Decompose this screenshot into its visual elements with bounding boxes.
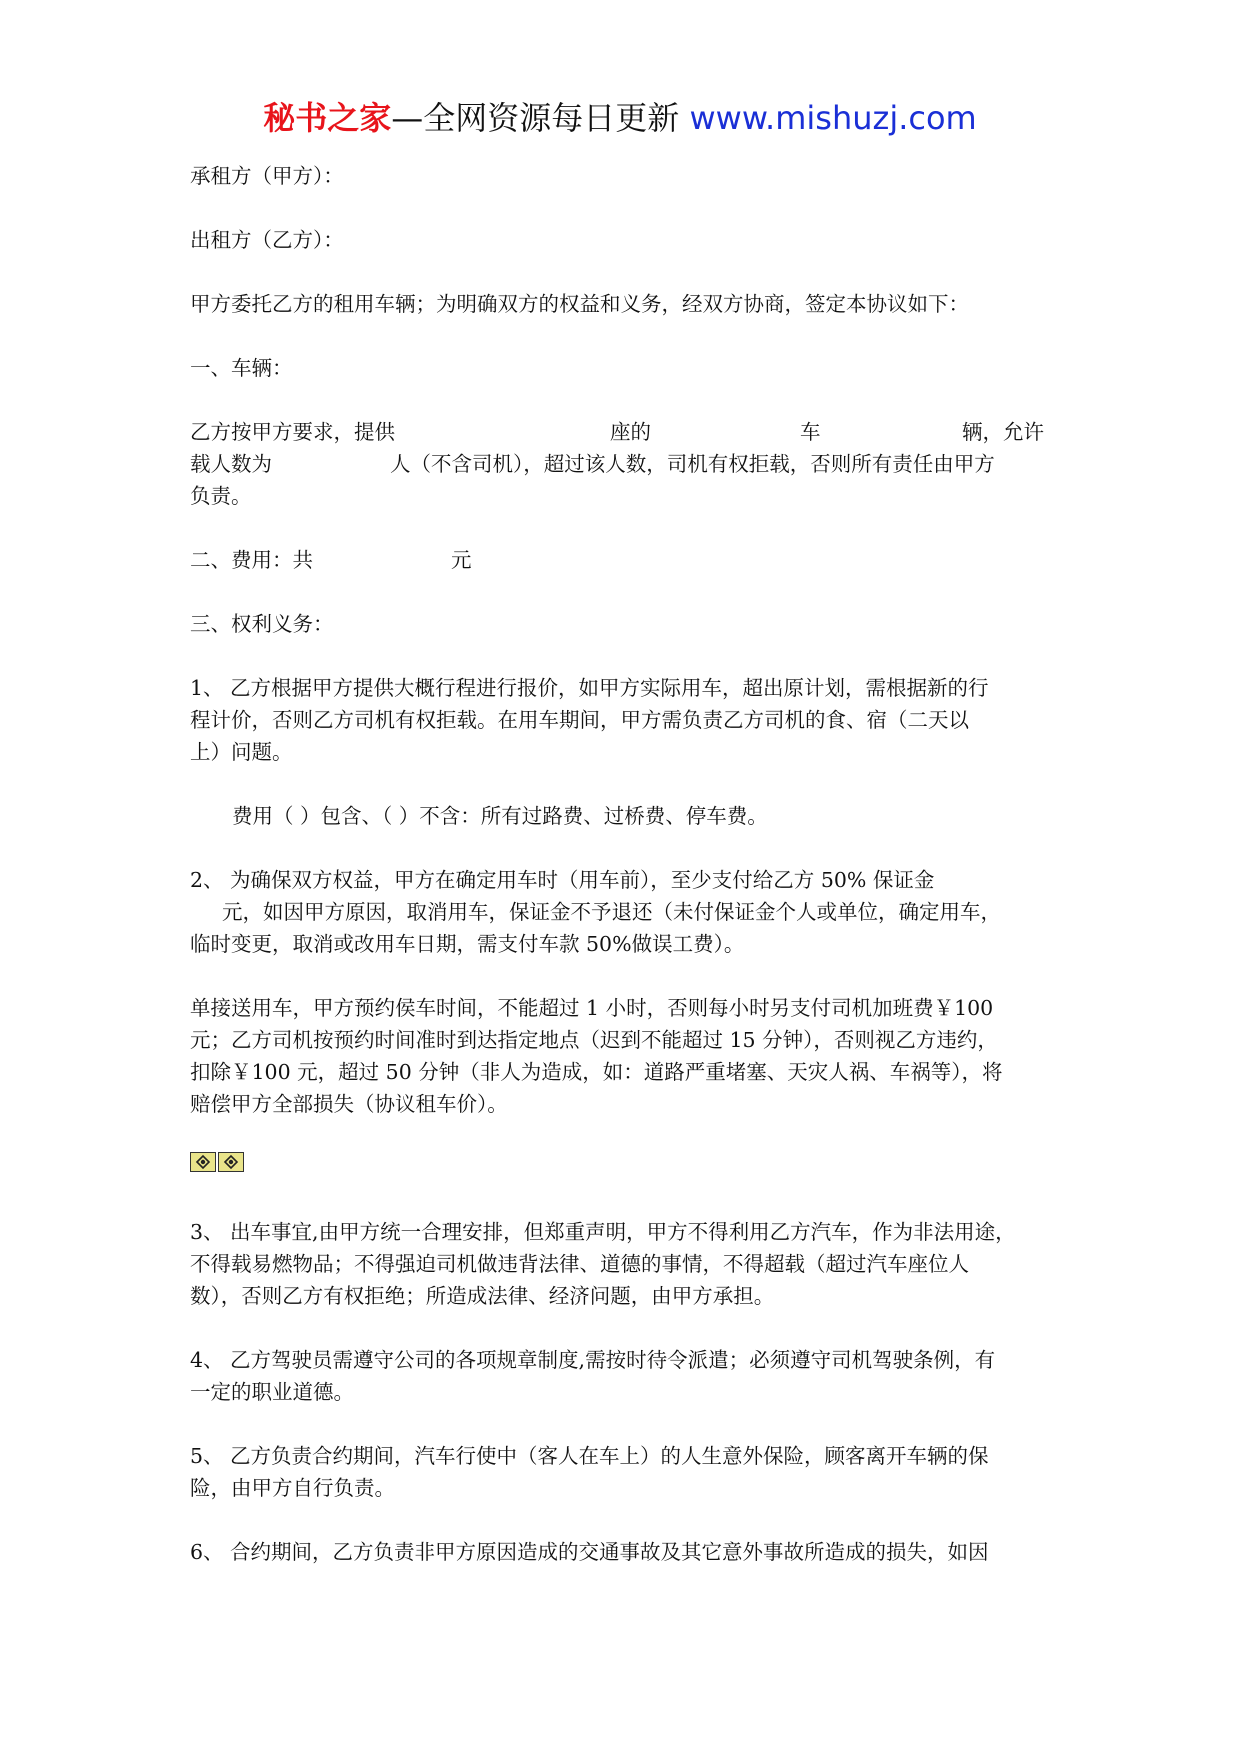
- section1-line3: 负责。: [190, 484, 252, 508]
- item4-line1: 4、 乙方驾驶员需遵守公司的各项规章制度,需按时待令派遣；必须遵守司机驾驶条例，有: [190, 1348, 996, 1372]
- contract-body: [190, 160, 1060, 1568]
- section1-text-b: 座的: [610, 420, 651, 444]
- link-icon: [190, 1152, 216, 1172]
- brand-name: 秘书之家: [263, 99, 392, 137]
- lessee-line: 承租方（甲方）：: [190, 164, 344, 188]
- section2-text-b: 元: [451, 548, 472, 572]
- section2-line: [190, 544, 1060, 576]
- intro-paragraph: 甲方委托乙方的租用车辆；为明确双方的权益和义务，经双方协商，签定本协议如下：: [190, 292, 969, 316]
- pickup-line1: 单接送用车，甲方预约侯车时间，不能超过 1 小时，否则每小时另支付司机加班费￥100: [190, 996, 994, 1020]
- section1-text-d: 辆，允许: [962, 420, 1044, 444]
- item5-line1: 5、 乙方负责合约期间，汽车行使中（客人在车上）的人生意外保险，顾客离开车辆的保: [190, 1444, 989, 1468]
- item2-line3: 临时变更，取消或改用车日期，需支付车款 50%做误工费）。: [190, 932, 745, 956]
- section3-title: 三、权利义务：: [190, 612, 334, 636]
- section1-text-f: 人（不含司机），超过该人数，司机有权拒载，否则所有责任由甲方: [390, 452, 995, 476]
- item5-line2: 险，由甲方自行负责。: [190, 1476, 395, 1500]
- item2-line2: 元，如因甲方原因，取消用车，保证金不予退还（未付保证金个人或单位，确定用车，: [222, 900, 1001, 924]
- item1-line2: 程计价，否则乙方司机有权拒载。在用车期间，甲方需负责乙方司机的食、宿（二天以: [190, 708, 969, 732]
- section1-text-a: 乙方按甲方要求，提供: [190, 420, 395, 444]
- section1-text-e: 载人数为: [190, 452, 272, 476]
- section1-text-c: 车: [800, 420, 821, 444]
- header-slogan: —全网资源每日更新: [391, 99, 680, 137]
- pickup-line4: 赔偿甲方全部损失（协议租车价）。: [190, 1092, 508, 1116]
- item6-line1: 6、 合约期间，乙方负责非甲方原因造成的交通事故及其它意外事故所造成的损失，如因: [190, 1540, 989, 1564]
- site-url-link[interactable]: www.mishuzj.com: [689, 99, 977, 137]
- section1-title: 一、车辆：: [190, 356, 293, 380]
- section1-line1: [190, 416, 1060, 448]
- embedded-icons: [190, 1152, 1060, 1178]
- item3-line3: 数），否则乙方有权拒绝；所造成法律、经济问题，由甲方承担。: [190, 1284, 775, 1308]
- site-header: [0, 96, 1240, 140]
- section1-line2: [190, 448, 1060, 480]
- item4-line2: 一定的职业道德。: [190, 1380, 354, 1404]
- link-icon: [218, 1152, 244, 1172]
- lessor-line: 出租方（乙方）：: [190, 228, 344, 252]
- pickup-line3: 扣除￥100 元，超过 50 分钟（非人为造成，如：道路严重堵塞、天灾人祸、车祸等），将: [190, 1060, 1003, 1084]
- fees-line: 费用（ ）包含、（ ）不含：所有过路费、过桥费、停车费。: [232, 804, 768, 828]
- item3-line2: 不得载易燃物品；不得强迫司机做违背法律、道德的事情，不得超载（超过汽车座位人: [190, 1252, 969, 1276]
- item1-line3: 上）问题。: [190, 740, 293, 764]
- item3-line1: 3、 出车事宜,由甲方统一合理安排，但郑重声明，甲方不得利用乙方汽车，作为非法用途，: [190, 1220, 1016, 1244]
- item2-line1: 2、 为确保双方权益，甲方在确定用车时（用车前），至少支付给乙方 50% 保证金: [190, 868, 935, 892]
- pickup-line2: 元；乙方司机按预约时间准时到达指定地点（迟到不能超过 15 分钟），否则视乙方违约，: [190, 1028, 998, 1052]
- item1-line1: 1、 乙方根据甲方提供大概行程进行报价，如甲方实际用车，超出原计划，需根据新的行: [190, 676, 989, 700]
- section2-text-a: 二、费用：共: [190, 548, 313, 572]
